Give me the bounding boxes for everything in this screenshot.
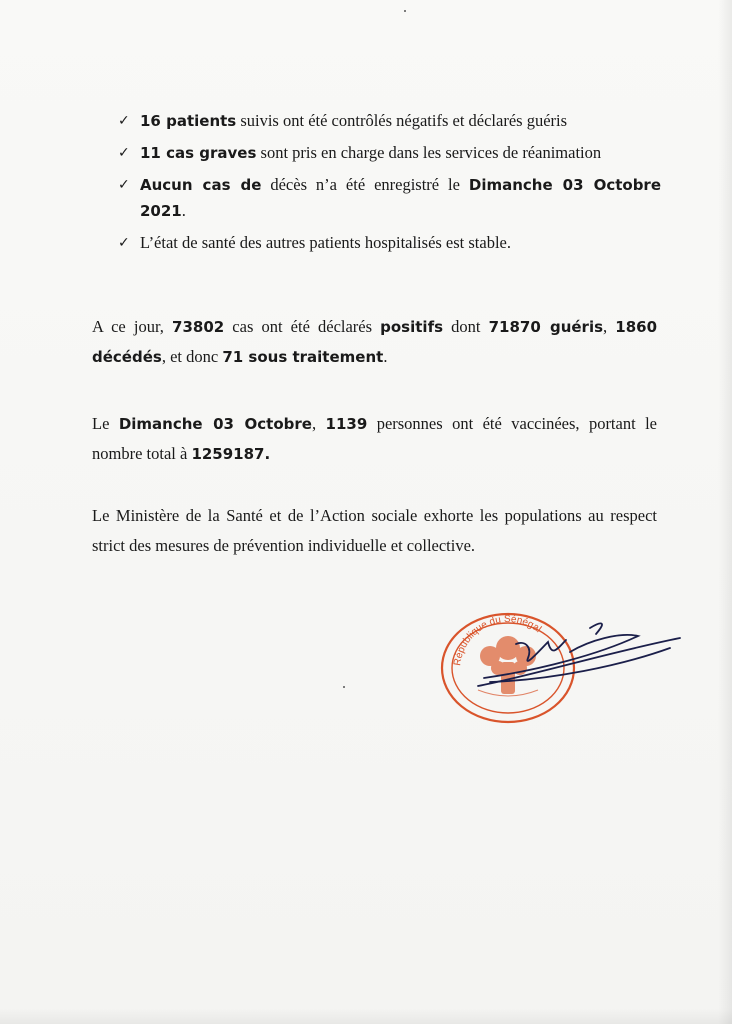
bullet-end: .: [181, 201, 186, 220]
recovered-count: 71870 guéris: [488, 318, 604, 336]
bullet-text: suivis ont été contrôlés négatifs et déclarés guéris: [236, 111, 568, 130]
checkmark-icon: ✓: [118, 113, 130, 129]
bullet-text: décès n’a été enregistré le: [261, 175, 469, 194]
bullet-item: [116, 172, 661, 224]
bullet-text: L’état de santé des autres patients hospitalisés est stable.: [140, 233, 512, 252]
text: dont: [443, 317, 489, 336]
under-treatment-count: 71 sous traitement: [222, 348, 384, 366]
cases-summary-paragraph: [92, 312, 657, 372]
bullet-item: [116, 230, 661, 256]
bullet-bold: Aucun cas de: [140, 176, 262, 194]
vaccinated-total: 1259187.: [191, 445, 271, 463]
stamp-text: République du Sénégal: [452, 613, 544, 667]
positive-label: positifs: [380, 318, 444, 336]
vaccination-paragraph: [92, 409, 657, 469]
checkmark-icon: ✓: [118, 145, 130, 161]
deaths-count: 1860 décédés: [92, 318, 658, 366]
scan-speck: [343, 686, 345, 688]
page-shadow-bottom: [0, 1008, 732, 1024]
bullet-item: [116, 140, 661, 166]
checkmark-icon: ✓: [118, 177, 130, 193]
text: , et donc: [161, 347, 223, 366]
bullet-bold-date: Dimanche 03 Octobre 2021: [140, 176, 661, 220]
checkmark-icon: ✓: [118, 235, 130, 251]
text: cas ont été déclarés: [224, 317, 381, 336]
text: Le: [92, 414, 119, 433]
scan-speck: [404, 10, 406, 12]
text: A ce jour,: [92, 317, 173, 336]
text: .: [383, 347, 388, 366]
bullet-bold: 11 cas graves: [140, 144, 257, 162]
text: ,: [311, 414, 326, 433]
signature: [470, 618, 685, 693]
bullet-list: [116, 108, 661, 262]
total-cases: 73802: [172, 318, 225, 336]
ministry-exhortation-paragraph: Le Ministère de la Santé et de l’Action sociale exhorte les populations au respect strict des mesures de prévention individuelle et collective.: [92, 506, 657, 555]
bullet-bold: 16 patients: [140, 112, 237, 130]
bullet-item: [116, 108, 661, 134]
text: ,: [603, 317, 616, 336]
page-shadow-right: [718, 0, 732, 1024]
vaccinated-today: 1139: [325, 415, 368, 433]
bullet-text: sont pris en charge dans les services de réanimation: [256, 143, 602, 162]
text: personnes ont été vaccinées, portant le nombre total à: [92, 414, 658, 463]
vaccination-date: Dimanche 03 Octobre: [118, 415, 312, 433]
